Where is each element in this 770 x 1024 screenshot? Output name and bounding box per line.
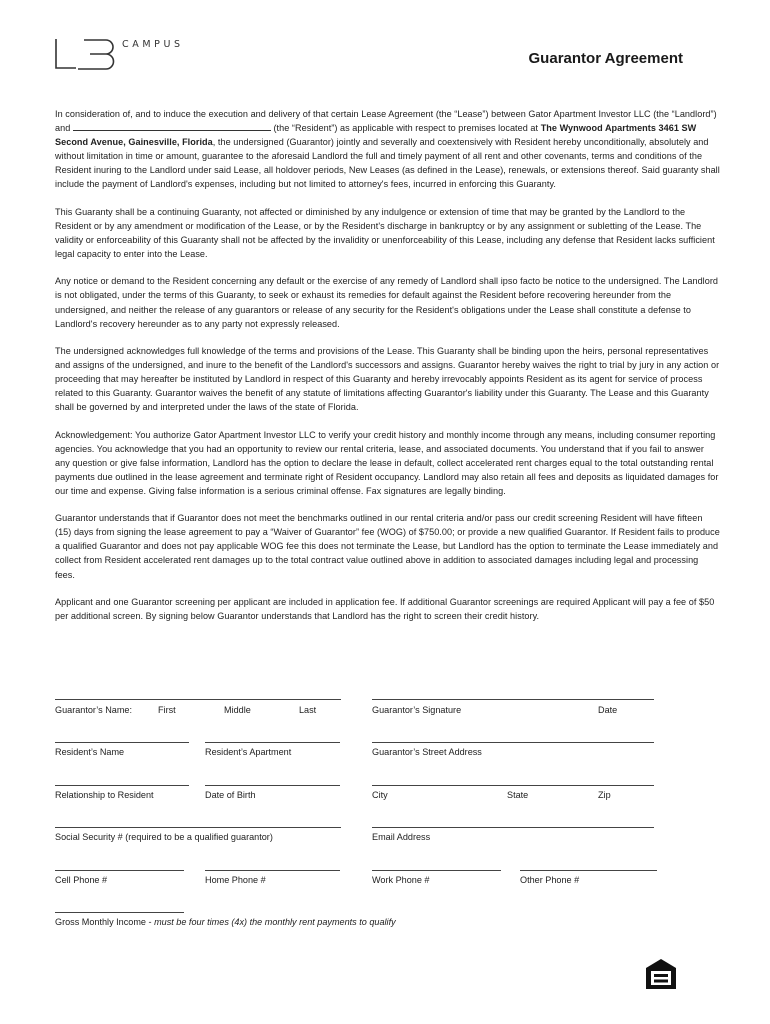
income-note: must be four times (4x) the monthly rent payments to qualify [154,917,396,927]
residents-apartment-line[interactable] [205,742,340,743]
agreement-body [55,107,720,636]
paragraph-acknowledgement: Acknowledgement: You authorize Gator Apartment Investor LLC to verify your credit history and monthly income through any means, including consumer reporting agencies. You acknowledge that you had an opportunity to review our rental criteria, lease, and associated documents. You understand that if you fail to answer any question or give false information, Landlord has the option to declare the lease in default, collect accelerated rent charges equal to the total outstanding rental payments due outlined in the lease agreement and terminate right of Resident occupancy. Landlord may also retain all fees and deposits as liquidated damages for our time and expense. Giving false information is a serious criminal offense. Fax signatures are legally binding. [55,429,719,496]
first-label: First [158,705,176,715]
l3-logo-icon [54,38,116,70]
middle-label: Middle [224,705,251,715]
work-phone-line[interactable] [372,870,501,871]
home-phone-label: Home Phone # [205,875,266,885]
cell-phone-label: Cell Phone # [55,875,108,885]
paragraph-continuing-guaranty: This Guaranty shall be a continuing Guaranty, not affected or diminished by any indulgence or extension of time that may be granted by the Landlord to the Resident or by any amendment or modification of the Lease, or by the Resident's discharge in bankruptcy or by any assignment or subletting of the Lease. The validity or enforceability of this Guaranty shall not be affected by the invalidity or unenforceability of this Lease, including any defense that Resident lacks sufficient legal capacity to enter into the Lease. [55,206,715,260]
ssn-label: Social Security # (required to be a qualified guarantor) [55,832,273,842]
income-label [55,917,396,927]
other-phone-line[interactable] [520,870,657,871]
guarantor-name-label: Guarantor’s Name: [55,705,132,715]
paragraph-consideration [55,107,720,192]
ssn-line[interactable] [55,827,341,828]
date-label: Date [598,705,618,715]
home-phone-line[interactable] [205,870,340,871]
paragraph-screening-fee: Applicant and one Guarantor screening per applicant are included in application fee. If additional Guarantor screenings are required Applicant will pay a fee of $50 per additional screen. By signing below Guarantor understands that Landlord has the right to screen their credit history. [55,596,715,621]
other-phone-label: Other Phone # [520,875,580,885]
paragraph-benchmarks: Guarantor understands that if Guarantor does not meet the benchmarks outlined in our rental criteria and/or pass our credit screening Resident will have fifteen (15) days from signing the lease agreement to pay a “Waiver of Guarantor” fee (WOG) of $750.00; or provide a new qualified Guarantor. If Resident fails to produce a qualified Guarantor and does not pay applicable WOG fee this does not terminate the Lease, but Landlord has the option to terminate the Lease immediately and collect from Resident accelerated rent damages up to the total contract value outlined above in addition to associated damages including legal and processing fees. [55,513,720,580]
equal-housing-opportunity-icon [644,957,678,991]
p1-text-b: (the “Resident”) as applicable with respect to premises located at [270,123,541,134]
paragraph-notice: Any notice or demand to the Resident concerning any default or the exercise of any remedy of Landlord shall ipso facto be notice to the undersigned. The Landlord is not obligated, under the terms of this Guaranty, to seek or exhaust its remedies for default against the Resident before recovering hereunder from the undersigned, and neither the release of any guarantors or release of any security for the Resident's obligations under the Lease shall constitute a defense to Landlord's recovery hereunder as to any party not expressly released. [55,276,719,329]
resident-name-blank[interactable] [73,121,271,131]
property-address: The Wynwood Apartments 3461 SW Second Avenue, Gainesville, Florida [55,123,697,148]
cell-phone-line[interactable] [55,870,184,871]
guarantor-name-line[interactable] [55,699,341,700]
page-title: Guarantor Agreement [528,50,683,67]
dob-line[interactable] [205,785,340,786]
city-label: City [372,790,388,800]
dob-label: Date of Birth [205,790,256,800]
p1-text-a: In consideration of, and to induce the execution and delivery of that certain Lease Agreement (the “Lease”) between Gator Apartment Investor LLC (the “Landlord”) and [55,109,717,134]
state-label: State [507,790,529,800]
paragraph-acknowledges: The undersigned acknowledges full knowledge of the terms and provisions of the Lease. This Guaranty shall be binding upon the heirs, personal representatives and assigns of the undersigned, and inure to the benefit of the Landlord's successors and assigns. Guarantor hereby waives the right to trial by jury in any action or proceeding that may hereafter be instituted by Landlord in respect of this Guaranty and hereby irrevocably appoints Resident as its agent for service of process related to this Guaranty. Guarantor waives the benefit of any statute of limitations affecting Guarantor's liability under this Guaranty. The Lease and this Guaranty shall be governed by and interpreted under the laws of the state of Florida. [55,345,720,413]
guarantor-street-line[interactable] [372,742,654,743]
guarantor-signature-line[interactable] [372,699,654,700]
residents-apartment-label: Resident’s Apartment [205,747,292,757]
city-state-zip-line[interactable] [372,785,654,786]
email-line[interactable] [372,827,654,828]
relationship-label: Relationship to Resident [55,790,154,800]
residents-name-line[interactable] [55,742,189,743]
relationship-line[interactable] [55,785,189,786]
guarantor-street-label: Guarantor’s Street Address [372,747,482,757]
income-label-text: Gross Monthly Income - [55,917,155,927]
zip-label: Zip [598,790,611,800]
residents-name-label: Resident’s Name [55,747,125,757]
work-phone-label: Work Phone # [372,875,430,885]
income-line[interactable] [55,912,184,913]
l3-campus-logo [54,38,184,70]
last-label: Last [299,705,317,715]
logo-text: CAMPUS [122,39,184,50]
guarantor-signature-label: Guarantor’s Signature [372,705,462,715]
p1-text-c: , the undersigned (Guarantor) jointly and severally and coextensively with Resident hereby unconditionally, absolutely and without limitation in time or amount, guarantee to the aforesaid Landlord the full and timely payment of all rent and other covenants, terms and conditions of the Resident inuring to the Landlord under said Lease, all holdover periods, New Leases (as defined in the Lease), renewals, or extensions thereof. Said guaranty shall include the payment of Landlord's expenses, including but not limited to attorney's fees, incurred in enforcing this Guaranty. [55,137,720,190]
email-label: Email Address [372,832,431,842]
